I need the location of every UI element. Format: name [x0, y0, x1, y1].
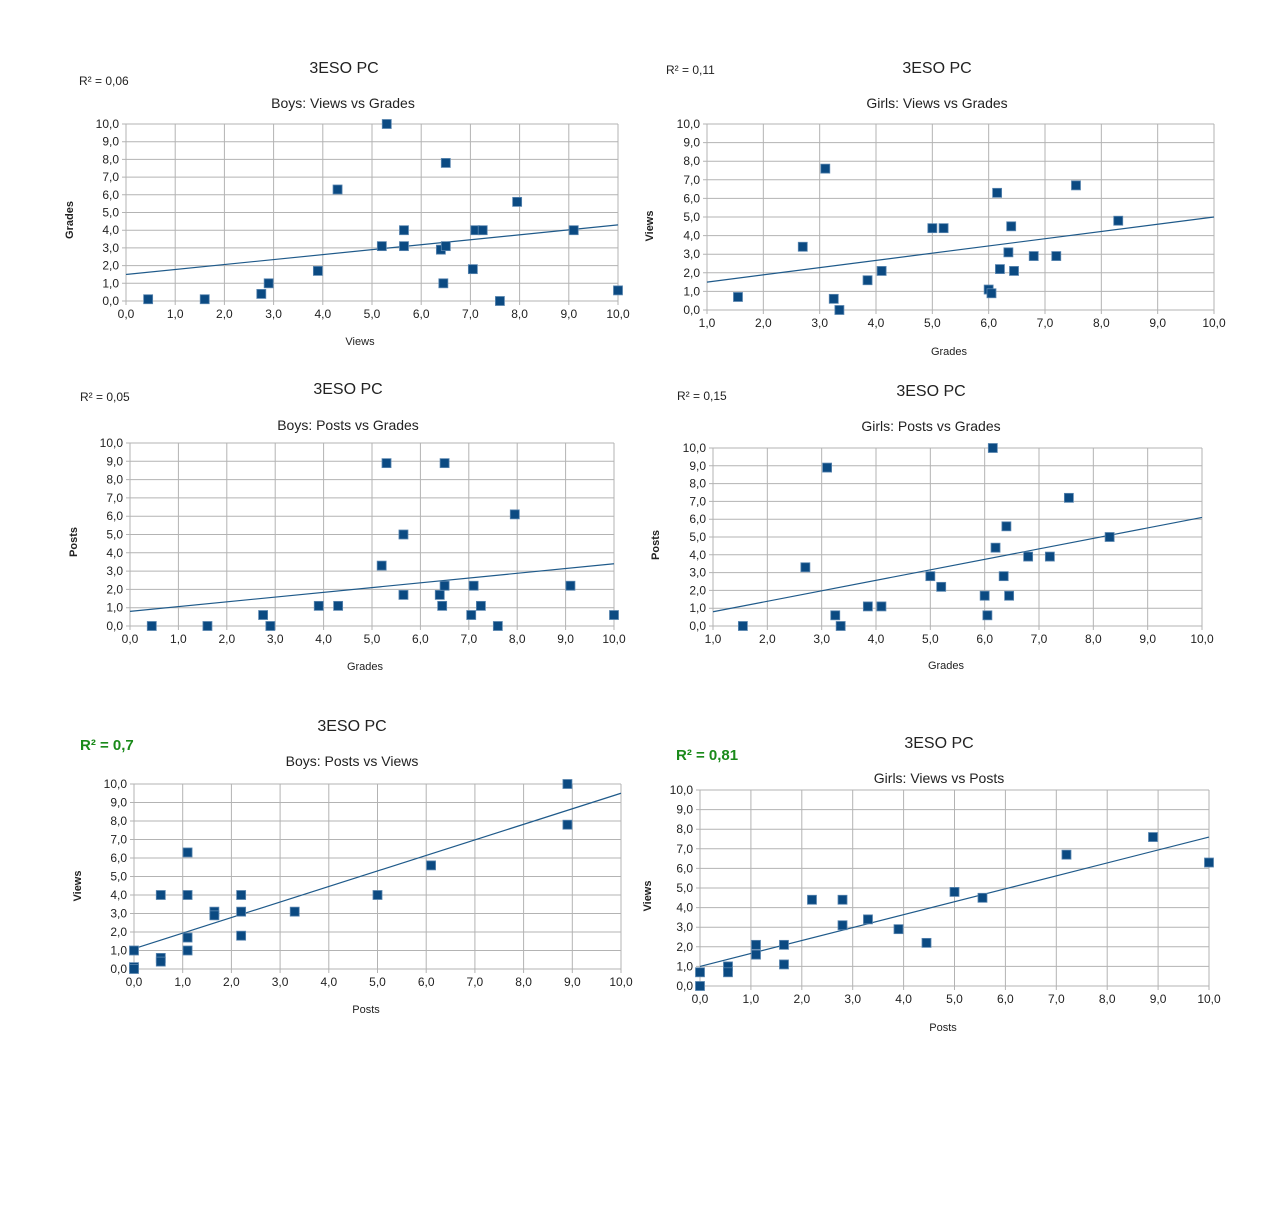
y-tick-label: 5,0: [102, 205, 119, 220]
y-tick-label: 10,0: [95, 117, 119, 131]
x-axis-label: Grades: [346, 661, 384, 673]
y-tick-label: 4,0: [102, 223, 119, 238]
y-tick-label: 0,0: [106, 619, 123, 633]
y-tick-label: 0,0: [683, 303, 700, 317]
x-tick-label: 8,0: [515, 975, 532, 989]
y-tick-label: 4,0: [676, 900, 693, 915]
y-tick-label: 2,0: [689, 583, 706, 598]
r-squared-label: R² = 0,7: [80, 737, 134, 754]
chart-subtitle: Boys: Posts vs Views: [285, 753, 419, 769]
x-tick-label: 3,0: [271, 975, 289, 989]
data-point: [950, 887, 959, 896]
x-tick-label: 0,0: [117, 307, 135, 321]
x-tick-label: 6,0: [412, 307, 430, 321]
y-tick-label: 6,0: [102, 187, 119, 202]
data-point: [894, 925, 903, 934]
x-tick-label: 1,0: [170, 632, 187, 646]
data-point: [723, 968, 732, 977]
chart-subtitle: Boys: Posts vs Grades: [277, 417, 419, 433]
y-tick-label: 9,0: [689, 458, 706, 473]
x-tick-label: 1,0: [174, 975, 192, 989]
y-tick-label: 10,0: [103, 777, 127, 791]
y-tick-label: 5,0: [676, 881, 693, 895]
y-tick-label: 1,0: [689, 601, 706, 616]
y-tick-label: 1,0: [102, 276, 119, 291]
x-tick-label: 9,0: [1149, 316, 1167, 330]
chart-title: 3ESO PC: [309, 60, 379, 77]
x-tick-label: 7,0: [462, 307, 479, 321]
x-tick-label: 7,0: [466, 975, 484, 989]
y-tick-label: 5,0: [683, 210, 700, 224]
y-tick-label: 8,0: [683, 154, 700, 169]
data-point: [696, 982, 705, 991]
y-tick-label: 7,0: [683, 172, 700, 187]
data-point: [751, 940, 760, 949]
x-tick-label: 6,0: [412, 632, 429, 646]
x-tick-label: 2,0: [793, 992, 811, 1006]
x-tick-label: 2,0: [754, 316, 772, 330]
x-tick-label: 6,0: [976, 632, 994, 646]
x-tick-label: 9,0: [557, 632, 574, 646]
chart-subtitle: Girls: Views vs Grades: [866, 95, 1008, 111]
data-point: [863, 915, 872, 924]
x-tick-label: 3,0: [811, 316, 829, 330]
x-tick-label: 5,0: [946, 992, 963, 1006]
x-tick-label: 6,0: [417, 975, 435, 989]
y-tick-label: 1,0: [676, 959, 693, 974]
y-tick-label: 9,0: [683, 135, 700, 150]
x-tick-label: 3,0: [266, 632, 284, 646]
y-tick-label: 1,0: [106, 600, 123, 615]
x-tick-label: 5,0: [923, 316, 941, 330]
y-tick-label: 2,0: [106, 582, 123, 597]
y-tick-label: 4,0: [689, 547, 706, 562]
x-tick-label: 8,0: [1084, 632, 1102, 646]
data-point: [1205, 858, 1214, 867]
x-tick-label: 1,0: [704, 632, 722, 646]
x-tick-label: 7,0: [1047, 992, 1065, 1006]
x-tick-label: 6,0: [997, 992, 1014, 1006]
x-tick-label: 9,0: [1149, 992, 1167, 1006]
chart-title: 3ESO PC: [902, 60, 972, 77]
y-tick-label: 6,0: [676, 861, 693, 876]
x-tick-label: 1,0: [698, 316, 716, 330]
x-tick-label: 2,0: [216, 307, 233, 321]
x-tick-label: 9,0: [563, 975, 581, 989]
x-tick-label: 4,0: [314, 307, 332, 321]
y-tick-label: 9,0: [106, 454, 123, 469]
y-tick-label: 0,0: [676, 979, 693, 993]
r-squared-label: R² = 0,15: [677, 389, 727, 403]
y-tick-label: 4,0: [683, 228, 700, 243]
y-tick-label: 0,0: [110, 962, 127, 976]
chart-title: 3ESO PC: [904, 735, 974, 752]
y-axis-label: Views: [644, 210, 656, 242]
y-tick-label: 3,0: [676, 920, 693, 935]
y-tick-label: 9,0: [102, 134, 119, 149]
y-tick-label: 5,0: [110, 869, 127, 884]
x-tick-label: 7,0: [460, 632, 478, 646]
chart-title: 3ESO PC: [313, 381, 383, 398]
data-point: [838, 895, 847, 904]
y-tick-label: 10,0: [676, 117, 700, 131]
y-tick-label: 5,0: [106, 527, 123, 542]
x-tick-label: 8,0: [508, 632, 526, 646]
y-tick-label: 8,0: [689, 476, 706, 491]
y-tick-label: 0,0: [689, 619, 706, 633]
y-tick-label: 6,0: [683, 191, 700, 206]
y-axis-label: Grades: [64, 201, 76, 239]
chart-title: 3ESO PC: [317, 718, 387, 735]
x-tick-label: 2,0: [758, 632, 776, 646]
data-point: [751, 950, 760, 959]
y-tick-label: 10,0: [682, 441, 706, 455]
r-squared-label: R² = 0,11: [666, 63, 715, 77]
y-tick-label: 10,0: [669, 783, 693, 797]
x-tick-label: 8,0: [1092, 316, 1110, 330]
x-tick-label: 4,0: [320, 975, 338, 989]
x-tick-label: 10,0: [1197, 992, 1221, 1006]
y-axis-label: Views: [72, 870, 84, 902]
chart-subtitle: Girls: Views vs Posts: [873, 770, 1005, 786]
data-point: [779, 960, 788, 969]
y-axis-label: Posts: [650, 530, 662, 560]
x-tick-label: 2,0: [218, 632, 236, 646]
y-tick-label: 7,0: [676, 841, 693, 856]
x-tick-label: 10,0: [606, 307, 630, 321]
y-tick-label: 2,0: [683, 265, 700, 280]
data-point: [807, 895, 816, 904]
x-axis-label: Posts: [352, 1004, 380, 1016]
r-squared-label: R² = 0,81: [676, 747, 739, 764]
chart-subtitle: Boys: Views vs Grades: [271, 95, 415, 111]
y-tick-label: 3,0: [102, 240, 119, 255]
y-tick-label: 5,0: [689, 530, 706, 544]
x-tick-label: 0,0: [125, 975, 143, 989]
data-point: [978, 893, 987, 902]
y-tick-label: 3,0: [683, 247, 700, 262]
y-tick-label: 3,0: [106, 564, 123, 579]
y-tick-label: 8,0: [106, 472, 123, 487]
x-tick-label: 5,0: [921, 632, 939, 646]
y-tick-label: 6,0: [110, 851, 127, 865]
data-point: [696, 968, 705, 977]
y-tick-label: 7,0: [102, 170, 119, 185]
y-tick-label: 7,0: [110, 832, 127, 847]
r-squared-label: R² = 0,06: [79, 74, 129, 88]
y-tick-label: 2,0: [102, 258, 119, 273]
x-axis-label: Grades: [930, 346, 968, 358]
y-tick-label: 4,0: [110, 888, 127, 902]
x-tick-label: 4,0: [867, 632, 885, 646]
x-tick-label: 9,0: [560, 307, 578, 321]
x-tick-label: 7,0: [1030, 632, 1048, 646]
y-tick-label: 7,0: [106, 490, 123, 505]
y-tick-label: 9,0: [110, 795, 127, 810]
y-tick-label: 2,0: [110, 925, 127, 939]
data-point: [1149, 833, 1158, 842]
x-axis-label: Views: [345, 336, 375, 348]
y-tick-label: 3,0: [110, 906, 127, 921]
x-tick-label: 7,0: [1036, 316, 1054, 330]
y-tick-label: 6,0: [689, 512, 706, 527]
y-tick-label: 9,0: [676, 802, 693, 817]
y-tick-label: 7,0: [689, 494, 706, 509]
chart-subtitle: Girls: Posts vs Grades: [861, 418, 1001, 434]
x-tick-label: 5,0: [369, 975, 386, 989]
y-tick-label: 4,0: [106, 545, 123, 560]
data-point: [838, 921, 847, 930]
y-tick-label: 0,0: [102, 294, 119, 308]
x-tick-label: 0,0: [121, 632, 139, 646]
x-tick-label: 9,0: [1139, 632, 1157, 646]
chart-title: 3ESO PC: [896, 383, 966, 400]
data-point: [922, 938, 931, 947]
y-tick-label: 1,0: [683, 284, 700, 299]
x-tick-label: 5,0: [363, 307, 381, 321]
x-tick-label: 2,0: [223, 975, 240, 989]
x-tick-label: 4,0: [895, 992, 912, 1006]
x-tick-label: 10,0: [1190, 632, 1214, 646]
x-tick-label: 1,0: [166, 307, 184, 321]
x-tick-label: 10,0: [602, 632, 626, 646]
data-point: [1062, 850, 1071, 859]
x-tick-label: 0,0: [691, 992, 709, 1006]
y-tick-label: 10,0: [99, 436, 123, 450]
y-tick-label: 2,0: [676, 939, 693, 954]
x-tick-label: 4,0: [867, 316, 885, 330]
x-tick-label: 10,0: [1202, 316, 1226, 330]
x-tick-label: 8,0: [1098, 992, 1116, 1006]
x-tick-label: 4,0: [315, 632, 332, 646]
x-tick-label: 3,0: [265, 307, 282, 321]
y-tick-label: 3,0: [689, 565, 706, 580]
r-squared-label: R² = 0,05: [80, 390, 130, 404]
y-axis-label: Posts: [68, 527, 80, 557]
y-tick-label: 6,0: [106, 509, 123, 524]
y-tick-label: 8,0: [676, 822, 693, 837]
x-tick-label: 10,0: [609, 975, 633, 989]
x-tick-label: 8,0: [511, 307, 528, 321]
x-axis-label: Grades: [927, 660, 965, 672]
y-tick-label: 1,0: [110, 943, 127, 958]
x-tick-label: 6,0: [980, 316, 998, 330]
y-tick-label: 8,0: [102, 152, 119, 167]
x-axis-label: Posts: [929, 1022, 957, 1034]
y-tick-label: 8,0: [110, 814, 127, 828]
x-tick-label: 3,0: [813, 632, 831, 646]
x-tick-label: 5,0: [363, 632, 381, 646]
x-tick-label: 1,0: [742, 992, 760, 1006]
x-tick-label: 3,0: [844, 992, 862, 1006]
y-axis-label: Views: [642, 880, 654, 912]
data-point: [779, 940, 788, 949]
